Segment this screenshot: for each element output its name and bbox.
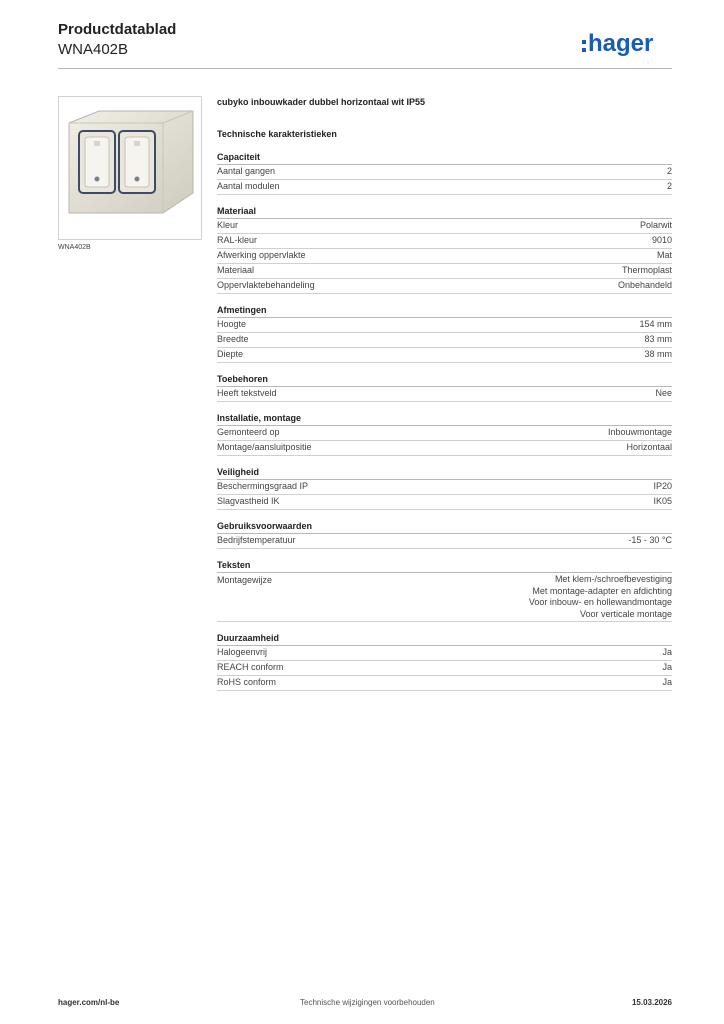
spec-row: [217, 495, 672, 510]
spec-row: [217, 480, 672, 495]
spec-label: Kleur: [217, 220, 239, 230]
spec-section: [217, 411, 672, 456]
spec-value: Polarwit: [639, 220, 672, 230]
spec-row: [217, 234, 672, 249]
double-wall-frame-image: [59, 97, 201, 239]
header-divider: [58, 68, 672, 69]
product-code: WNA402B: [58, 41, 129, 58]
footer-date: 15.03.2026: [631, 998, 672, 1007]
spec-section: [217, 465, 672, 510]
spec-section: [217, 372, 672, 402]
section-title: Duurzaamheid: [217, 631, 672, 646]
spec-row: [217, 348, 672, 363]
spec-label: Heeft tekstveld: [217, 388, 277, 398]
spec-label: Beschermingsgraad IP: [217, 481, 309, 491]
spec-value: Ja: [662, 647, 672, 657]
spec-row: [217, 333, 672, 348]
section-title: Gebruiksvoorwaarden: [217, 519, 672, 534]
spec-label: RAL-kleur: [217, 235, 258, 245]
spec-label: Montage/aansluitpositie: [217, 442, 312, 452]
spec-row: [217, 249, 672, 264]
spec-value: 38 mm: [644, 349, 672, 359]
spec-label: Materiaal: [217, 265, 255, 275]
spec-label: Gemonteerd op: [217, 427, 280, 437]
spec-value: Thermoplast: [621, 265, 672, 275]
spec-label: Slagvastheid IK: [217, 496, 280, 506]
spec-row: [217, 180, 672, 195]
section-title: Installatie, montage: [217, 411, 672, 426]
spec-label: Breedte: [217, 334, 249, 344]
spec-value: 9010: [651, 235, 672, 245]
footer-website: hager.com/nl-be: [58, 998, 120, 1007]
spec-row: [217, 676, 672, 691]
spec-row: [217, 264, 672, 279]
section-title: Veiligheid: [217, 465, 672, 480]
spec-value: Nee: [655, 388, 672, 398]
spec-label: RoHS conform: [217, 677, 277, 687]
hager-logo: [582, 28, 672, 56]
spec-label: Hoogte: [217, 319, 247, 329]
spec-value: 2: [666, 181, 672, 191]
spec-value-line: Met montage-adapter en afdichting: [532, 585, 672, 596]
spec-value: 154 mm: [639, 319, 672, 329]
product-description: cubyko inbouwkader dubbel horizontaal wit IP55: [217, 97, 426, 107]
spec-value: Ja: [662, 662, 672, 672]
spec-content: [217, 96, 672, 700]
spec-value: 83 mm: [644, 334, 672, 344]
section-title: Afmetingen: [217, 303, 672, 318]
spec-row: [217, 534, 672, 549]
spec-row: [217, 573, 672, 622]
page-header: [58, 20, 672, 59]
spec-row: [217, 661, 672, 676]
spec-row: [217, 387, 672, 402]
spec-value: -15 - 30 °C: [628, 535, 672, 545]
spec-label: Afwerking oppervlakte: [217, 250, 306, 260]
spec-label: Halogeenvrij: [217, 647, 268, 657]
spec-row: [217, 426, 672, 441]
spec-label: REACH conform: [217, 662, 284, 672]
spec-row: [217, 441, 672, 456]
section-title: Capaciteit: [217, 150, 672, 165]
spec-section: [217, 519, 672, 549]
spec-label: Diepte: [217, 349, 244, 359]
spec-value: IP20: [653, 481, 672, 491]
spec-section: [217, 631, 672, 691]
section-title: Toebehoren: [217, 372, 672, 387]
spec-section: [217, 204, 672, 294]
section-title: Teksten: [217, 558, 672, 573]
spec-sections: [217, 150, 672, 691]
spec-label: Aantal gangen: [217, 166, 276, 176]
spec-value: Inbouwmontage: [607, 427, 672, 437]
spec-label: Oppervlaktebehandeling: [217, 280, 315, 290]
spec-value: Onbehandeld: [617, 280, 672, 290]
spec-row: [217, 318, 672, 333]
spec-value: IK05: [653, 496, 672, 506]
document-title: Productdatablad: [58, 21, 177, 38]
spec-value: 2: [666, 166, 672, 176]
spec-label: Montagewijze: [217, 575, 273, 585]
footer-note: Technische wijzigingen voorbehouden: [300, 998, 435, 1007]
product-image: [58, 96, 202, 240]
spec-section: [217, 558, 672, 622]
spec-row: [217, 279, 672, 294]
spec-row: [217, 219, 672, 234]
spec-value-line: Voor inbouw- en hollewandmontage: [528, 597, 672, 607]
spec-value-line: Met klem-/schroefbevestiging: [554, 574, 672, 584]
spec-value: Ja: [662, 677, 672, 687]
spec-section: [217, 150, 672, 195]
spec-value: Mat: [656, 250, 672, 260]
spec-label: Aantal modulen: [217, 181, 280, 191]
spec-value-line: Voor verticale montage: [579, 608, 672, 619]
section-title: Materiaal: [217, 204, 672, 219]
image-caption: WNA402B: [58, 244, 91, 251]
spec-row: [217, 646, 672, 661]
spec-section: [217, 303, 672, 363]
spec-value: Horizontaal: [626, 442, 672, 452]
spec-heading: Technische karakteristieken: [217, 129, 337, 139]
spec-value: [529, 574, 672, 620]
spec-row: [217, 165, 672, 180]
logo-text: hager: [588, 30, 654, 56]
spec-label: Bedrijfstemperatuur: [217, 535, 296, 545]
